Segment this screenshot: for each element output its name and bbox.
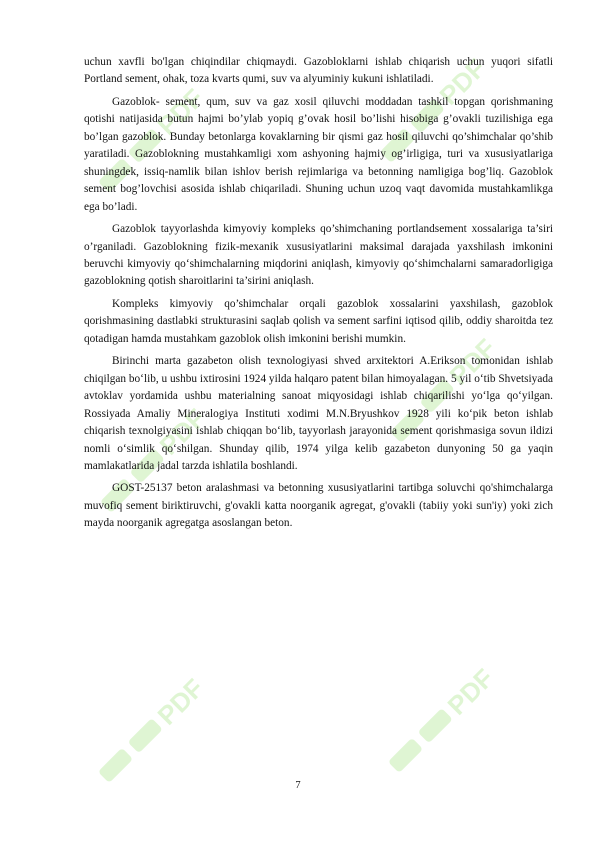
svg-text:PDF: PDF bbox=[443, 332, 502, 391]
svg-text:PDF: PDF bbox=[151, 82, 210, 141]
paragraph-continuation: uchun xavfli bo'lgan chiqindilar chiqmaydi. Gazobloklarni ishlab chiqarish uchun yuqori sifatli Portland sement, ohak, toza kvarts qumi, suv va alyuminiy kukuni ishlatiladi. bbox=[84, 56, 553, 86]
svg-text:PDF: PDF bbox=[441, 662, 500, 721]
document-body bbox=[84, 54, 553, 538]
svg-text:PDF: PDF bbox=[433, 52, 492, 111]
paragraph-complex-additives: Kompleks kimyoviy qo’shimchalar orqali gazoblok xossalarini yaxshilash, gazoblok qorishmasining dastlabki strukturasini saqlab qolish va sement sarfini iqtisod qilib, oddiy sharoitda tez qotadigan hamda mustahkam gazoblok olish imkonini berishi mumkin. bbox=[84, 297, 553, 345]
paragraph-history: Birinchi marta gazabeton olish texnologiyasi shved arxitektori A.Erikson tomonidan ishlab chiqilgan bo‘lib, u ushbu ixtirosini 1924 yilda halqaro patent bilan himoyalagan. 5 yil o‘tib Shvetsiyada avtoklav yordamida ushbu materialning sanoat miqyosidagi ishlab chiqarilishi yo‘lga qo‘yilgan. Rossiyada Amaliy Mineralogiya Instituti xodimi M.N.Bryushkov 1928 yili ko‘pik beton ishlab chiqarish texnolgiyasini ishlab chiqqan bo‘lib, tayyorlash jarayonida sement qorishmasiga sovun ildizi nomli o‘simlik qo‘shilgan. Shunday qilib, 1974 yilga kelib gazabeton dunyoning 50 ga yaqin mamlakatlarida jadal tarzda ishlatila boshlandi. bbox=[84, 355, 553, 472]
paragraph-gazoblok-definition: Gazoblok- sement, qum, suv va gaz xosil qiluvchi moddadan tashkil topgan qorishmaning qotishi natijasida butun hajmi bo’ylab yopiq g’ovak hosil bo’lishi hisobiga g’ovakli tuzilishiga ega bo’lgan gazoblok. Bunday betonlarga kovaklarning bir qismi gaz hosil qiluvchi qo’shimchalar qo’shib yaratiladi. Gazoblokning mustahkamligi xom ashyoning hajmiy og’irligiga, turi va xususiyatlariga shuningdek, issiq-namlik bilan ishlov berish rejimlariga va betonning namligiga bog’liq. Gazoblok sement bog’lovchisi asosida ishlab chiqariladi. Shuning uchun uzoq vaqt davomida mustahkamlikga ega bo’ladi. bbox=[84, 95, 553, 213]
page-number: 7 bbox=[295, 780, 301, 791]
svg-text:PDF: PDF bbox=[151, 672, 210, 731]
paragraph-chemical-additives: Gazoblok tayyorlashda kimyoviy kompleks qo’shimchaning portlandsement xossalariga ta’siri o’rganiladi. Gazoblokning fizik-mexanik xususiyatlarini maksimal darajada yaxshilash imkonini beruvchi kimyoviy qo‘shimchalarning miqdorini aniqlash, kimyoviy qo‘shimchalarni samaradorligiga gazoblokning qotish sharoitlarini ta’sirini aniqlash. bbox=[84, 223, 553, 288]
watermark-logo-bottom-right bbox=[368, 650, 518, 800]
paragraph-gost: GOST-25137 beton aralashmasi va betonning xususiyatlarini tartibga soluvchi qo'shimchalarga muvofiq sement biriktiruvchi, g'ovakli katta noorganik agregat, g'ovakli (tabiiy yoki sun'iy) yoki zich mayda noorganik agregatga asoslangan beton. bbox=[84, 482, 553, 530]
svg-text:PDF: PDF bbox=[153, 402, 212, 461]
